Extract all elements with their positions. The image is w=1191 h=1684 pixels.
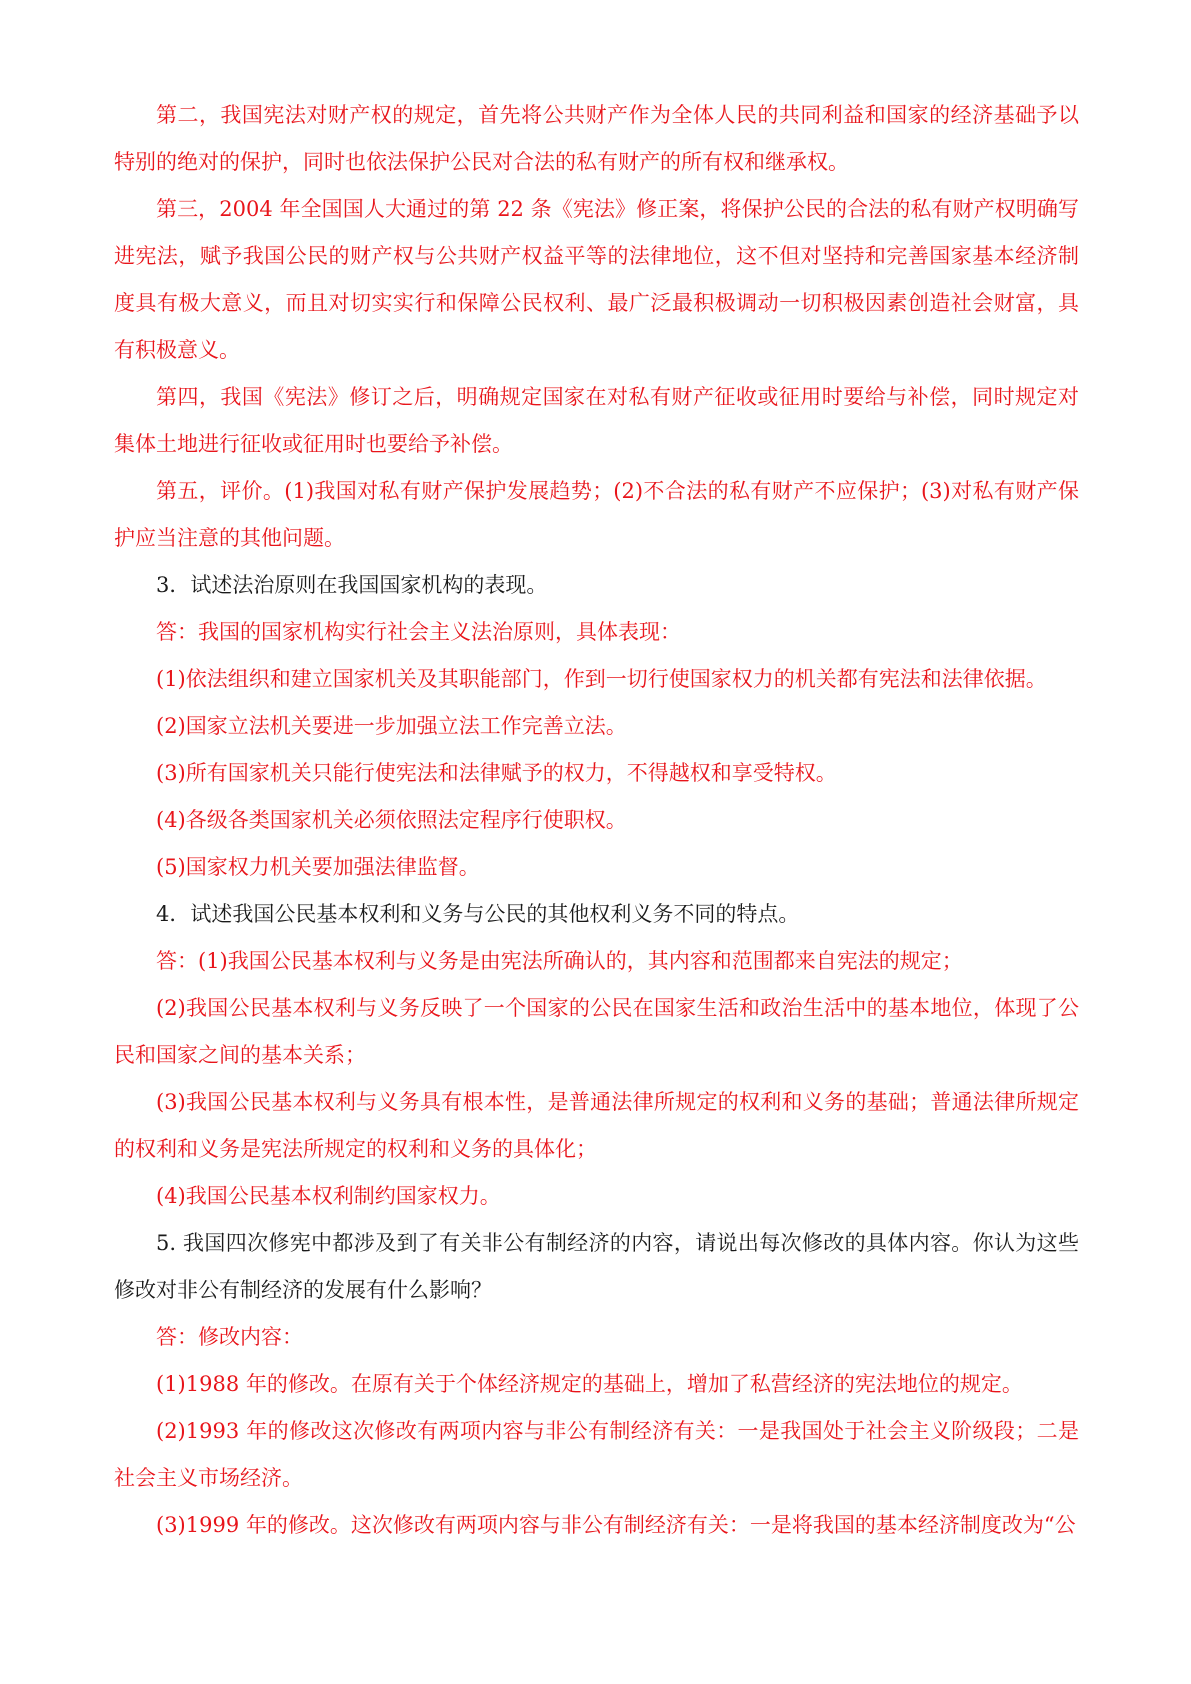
paragraph-property-right-fifth: 第五，评价。(1)我国对私有财产保护发展趋势；(2)不合法的私有财产不应保护；(3)对私有财产保护应当注意的其他问题。 [114, 479, 1079, 550]
answer-5-item-3: (3)1999 年的修改。这次修改有两项内容与非公有制经济有关：一是将我国的基本经济制度改为“公 [156, 1513, 1076, 1537]
paragraph-property-right-fourth: 第四，我国《宪法》修订之后，明确规定国家在对私有财产征收或征用时要给与补偿，同时规定对集体土地进行征收或征用时也要给予补偿。 [114, 385, 1079, 456]
answer-3-intro: 答：我国的国家机构实行社会主义法治原则，具体表现： [156, 620, 681, 644]
answer-4-item-2: (2)我国公民基本权利与义务反映了一个国家的公民在国家生活和政治生活中的基本地位，体现了公民和国家之间的基本关系； [114, 996, 1079, 1067]
question-4: 4．试述我国公民基本权利和义务与公民的其他权利义务不同的特点。 [156, 902, 800, 926]
answer-5-item-1: (1)1988 年的修改。在原有关于个体经济规定的基础上，增加了私营经济的宪法地位的规定。 [156, 1372, 1023, 1396]
paragraph-property-right-third: 第三，2004 年全国国人大通过的第 22 条《宪法》修正案，将保护公民的合法的私有财产权明确写进宪法，赋予我国公民的财产权与公共财产权益平等的法律地位，这不但对坚持和完善国家基本经济制度具有极大意义，而且对切实实行和保障公民权利、最广泛最积极调动一切积极因素创造社会财富，具有积极意义。 [114, 197, 1079, 362]
answer-4-item-4: (4)我国公民基本权利制约国家权力。 [156, 1184, 501, 1208]
paragraph-property-right-second: 第二，我国宪法对财产权的规定，首先将公共财产作为全体人民的共同利益和国家的经济基础予以特别的绝对的保护，同时也依法保护公民对合法的私有财产的所有权和继承权。 [114, 103, 1079, 174]
answer-3-item-1: (1)依法组织和建立国家机关及其职能部门，作到一切行使国家权力的机关都有宪法和法律依据。 [156, 667, 1047, 691]
answer-3-item-4: (4)各级各类国家机关必须依照法定程序行使职权。 [156, 808, 627, 832]
question-5: 5. 我国四次修宪中都涉及到了有关非公有制经济的内容，请说出每次修改的具体内容。你认为这些修改对非公有制经济的发展有什么影响？ [114, 1231, 1079, 1302]
answer-5-intro: 答：修改内容： [156, 1325, 303, 1349]
answer-4-item-3: (3)我国公民基本权利与义务具有根本性，是普通法律所规定的权利和义务的基础；普通法律所规定的权利和义务是宪法所规定的权利和义务的具体化； [114, 1090, 1079, 1161]
answer-3-item-5: (5)国家权力机关要加强法律监督。 [156, 855, 480, 879]
answer-4-item-1: 答：(1)我国公民基本权利与义务是由宪法所确认的，其内容和范围都来自宪法的规定； [156, 949, 963, 973]
question-3: 3．试述法治原则在我国国家机构的表现。 [156, 573, 548, 597]
document-page [114, 92, 1079, 1549]
answer-3-item-2: (2)国家立法机关要进一步加强立法工作完善立法。 [156, 714, 627, 738]
answer-3-item-3: (3)所有国家机关只能行使宪法和法律赋予的权力，不得越权和享受特权。 [156, 761, 837, 785]
answer-5-item-2: (2)1993 年的修改这次修改有两项内容与非公有制经济有关：一是我国处于社会主义阶级段；二是社会主义市场经济。 [114, 1419, 1079, 1490]
